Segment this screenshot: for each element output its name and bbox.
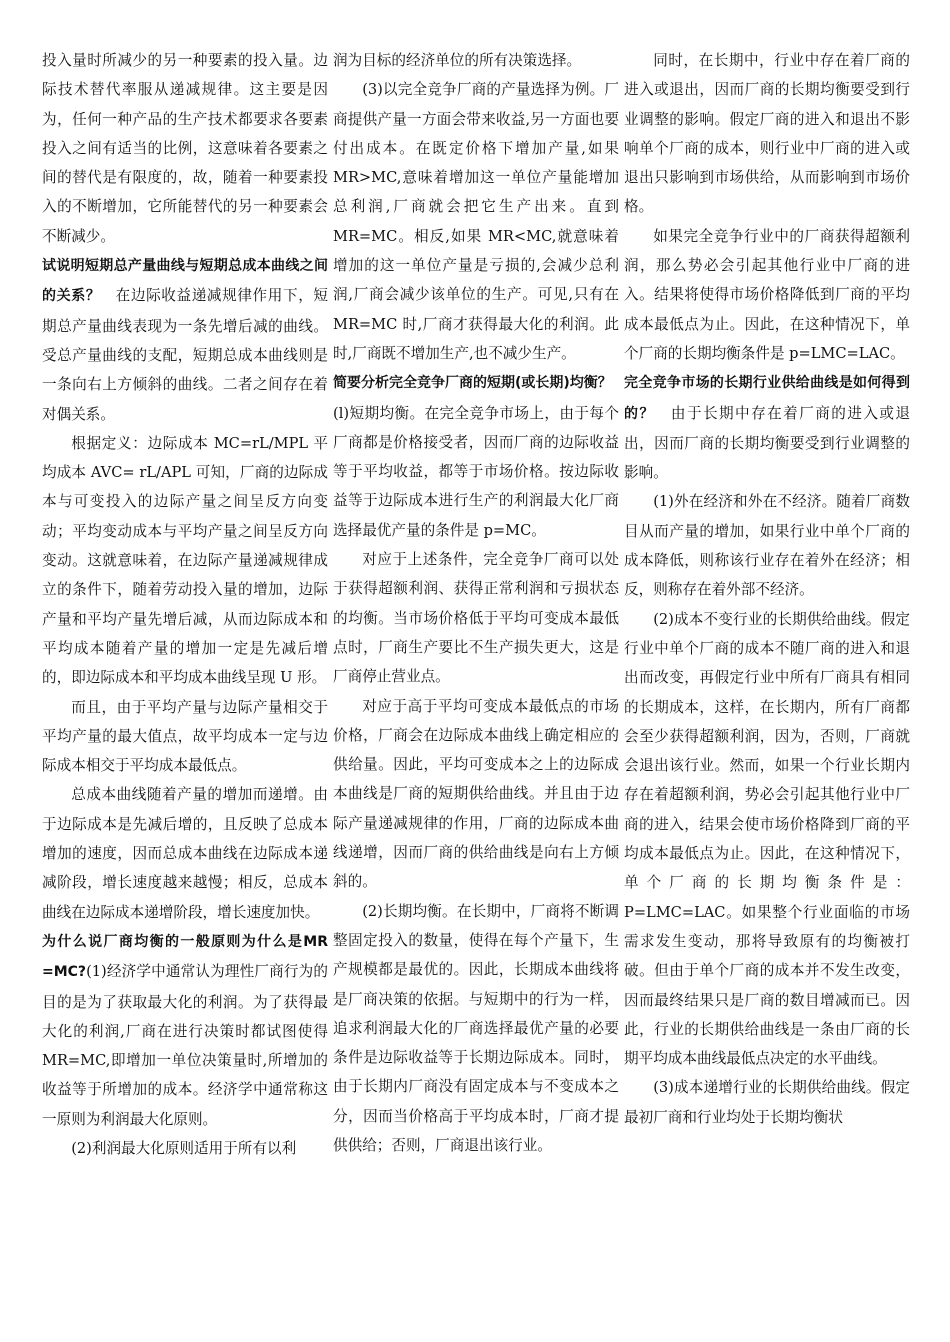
paragraph bbox=[333, 368, 627, 545]
question-heading: 简要分析完全竞争厂商的短期(或长期)均衡？ bbox=[333, 375, 612, 392]
paragraph bbox=[42, 780, 328, 926]
paragraph-text: 在边际收益递减规律作用下，短期总产量曲线表现为一条先增后减的曲线。受总产量曲线的支配，短期总成本曲线则是一条向右上方倾斜的曲线。二者之间存在着对偶关系。 bbox=[42, 287, 328, 423]
paragraph-text: 对应于上述条件，完全竞争厂商可以处于获得超额利润、获得正常利润和亏损状态的均衡。当市场价格低于平均可变成本最低点时，厂商生产要比不生产损失更大，这是厂商停止营业点。 bbox=[333, 551, 619, 686]
paragraph bbox=[624, 605, 910, 1074]
paragraph-text: 由于长期中存在着厂商的进入或退出，因而厂商的长期均衡要受到行业调整的影响。 bbox=[624, 404, 910, 482]
paragraph bbox=[333, 46, 619, 75]
paragraph bbox=[333, 545, 619, 691]
paragraph-text: 同时，在长期中，行业中存在着厂商的进入或退出，因而厂商的长期均衡要受到行业调整的影响。假定厂商的进入和退出不影响单个厂商的成本，则行业中厂商的进入或退出只影响到市场供给，从而影响到市场价格。 bbox=[624, 52, 910, 216]
paragraph-text: 对应于高于平均可变成本最低点的市场价格，厂商会在边际成本曲线上确定相应的供给量。因此，平均可变成本之上的边际成本曲线是厂商的短期供给曲线。并且由于边际产量递减规律的作用，厂商的边际成本曲线递增，因而厂商的供给曲线是向右上方倾斜的。 bbox=[333, 697, 619, 891]
paragraph-text: (2)成本不变行业的长期供给曲线。假定行业中单个厂商的成本不随厂商的进入和退出而改变，再假定行业中所有厂商具有相同的长期成本，这样，在长期内，所有厂商都会至少获得超额利润，因为，否则，厂商就会退出该行业。然而，如果一个行业长期内存在着超额利润，势必会引起其他行业中厂商的进入，结果会使市场价格降到厂商的平均成本最低点为止。因此，在这种情况下，单个厂商的长期均衡条件是：P=LMC=LAC。如果整个行业面临的市场需求发生变动，那将导致原有的均衡被打破。但由于单个厂商的成本并不发生改变，因而最终结果只是厂商的数目增减而已。因此，行业的长期供给曲线是一条由厂商的长期平均成本曲线最低点决定的水平曲线。 bbox=[624, 610, 910, 1068]
paragraph bbox=[42, 693, 328, 781]
paragraph-text: 润为目标的经济单位的所有决策选择。 bbox=[333, 52, 582, 69]
paragraph-text: 投入量时所减少的另一种要素的投入量。边际技术替代率服从递减规律。这主要是因为，任何一种产品的生产技术都要求各要素投入之间有适当的比例，这意味着各要素之间的替代是有限度的，故，随着一种要素投入的不断增加，它所能替代的另一种要素会不断减少。 bbox=[42, 52, 328, 245]
paragraph bbox=[624, 222, 910, 368]
paragraph bbox=[42, 429, 328, 693]
paragraph-text: (3)成本递增行业的长期供给曲线。假定最初厂商和行业均处于长期均衡状 bbox=[624, 1079, 910, 1126]
paragraph-text: 根据定义：边际成本 MC=rL/MPL 平均成本 AVC= rL/APL 可知，厂商的边际成本与可变投入的边际产量之间呈反方向变动；平均变动成本与平均产量之间呈反方向变动。这就意味着，在边际产量递减规律成立的条件下，随着劳动投入量的增加，边际产量和平均产量先增后减，从而边际成本和平均成本随着产量的增加一定是先减后增的，即边际成本和平均成本曲线呈现 U 形。 bbox=[42, 434, 328, 687]
paragraph bbox=[42, 46, 328, 251]
paragraph-text: (l)短期均衡。在完全竞争市场上，由于每个厂商都是价格接受者，因而厂商的边际收益等于平均收益，都等于市场价格。按边际收益等于边际成本进行生产的利润最大化厂商选择最优产量的条件是 p=MC。 bbox=[333, 374, 627, 539]
question-heading: 试说明短期总产量曲线与短期总成本曲线之间的关系？ bbox=[42, 258, 328, 305]
paragraph bbox=[333, 692, 619, 897]
column-2 bbox=[333, 46, 627, 1306]
paragraph bbox=[333, 75, 619, 368]
paragraph-text: (1)外在经济和外在不经济。随着厂商数目从而产量的增加，如果行业中单个厂商的成本降低，则称该行业存在着外在经济；相反，则称存在着外部不经济。 bbox=[624, 493, 910, 599]
paragraph-text: 总成本曲线随着产量的增加而递增。由于边际成本是先减后增的，且反映了总成本增加的速度，因而总成本曲线在边际成本递减阶段，增长速度越来越慢；相反，总成本曲线在边际成本递增阶段，增长速度加快。 bbox=[42, 786, 328, 921]
paragraph-text: 如果完全竞争行业中的厂商获得超额利润，那么势必会引起其他行业中厂商的进入。结果将使得市场价格降低到厂商的平均成本最低点为止。因此，在这种情况下，单个厂商的长期均衡条件是 p=LMC=LAC。 bbox=[624, 227, 910, 362]
paragraph bbox=[624, 46, 910, 222]
paragraph-text: 而且，由于平均产量与边际产量相交于平均产量的最大值点，故平均成本一定与边际成本相交于平均成本最低点。 bbox=[42, 698, 328, 775]
paragraph bbox=[42, 251, 328, 429]
paragraph bbox=[624, 1073, 910, 1132]
question-heading: 完全竞争市场的长期行业供给曲线是如何得到的？ bbox=[624, 375, 910, 422]
column-1 bbox=[42, 46, 328, 1306]
paragraph bbox=[624, 487, 910, 604]
column-3 bbox=[624, 46, 910, 1306]
document-page bbox=[42, 46, 912, 1306]
paragraph-text: (3)以完全竞争厂商的产量选择为例。厂商提供产量一方面会带来收益,另一方面也要付出成本。在既定价格下增加产量,如果 MR>MC,意味着增加这一单位产量能增加总利润,厂商就会把它生产出来。直到 MR=MC。相反,如果 MR<MC,就意味着增加的这一单位产量是亏损的,会减少总利润,厂商会减少该单位的生产。可见,只有在 MR=MC 时,厂商才获得最大化的利润。此时,厂商既不增加生产,也不减少生产。 bbox=[333, 81, 619, 362]
paragraph-text: (2)长期均衡。在长期中，厂商将不断调整固定投入的数量，使得在每个产量下，生产规模都是最优的。因此，长期成本曲线将是厂商决策的依据。与短期中的行为一样，追求利润最大化的厂商选择最优产量的必要条件是边际收益等于长期边际成本。同时，由于长期内厂商没有固定成本与不变成本之分，因而当价格高于平均成本时，厂商才提供供给；否则，厂商退出该行业。 bbox=[333, 902, 619, 1154]
question-heading: 为什么说厂商均衡的一般原则为什么是MR =MC? bbox=[42, 933, 328, 981]
paragraph bbox=[624, 368, 910, 487]
paragraph bbox=[42, 927, 328, 1134]
paragraph-text: (1)经济学中通常认为理性厂商行为的目的是为了获取最大化的利润。为了获得最大化的利润,厂商在进行决策时都试图使得 MR=MC,即增加一单位决策量时,所增加的收益等于所增加的成本。经济学中通常称这一原则为利润最大化原则。 bbox=[42, 963, 328, 1128]
paragraph bbox=[333, 897, 619, 1161]
paragraph bbox=[42, 1134, 328, 1163]
paragraph-text: (2)利润最大化原则适用于所有以利 bbox=[71, 1139, 297, 1157]
